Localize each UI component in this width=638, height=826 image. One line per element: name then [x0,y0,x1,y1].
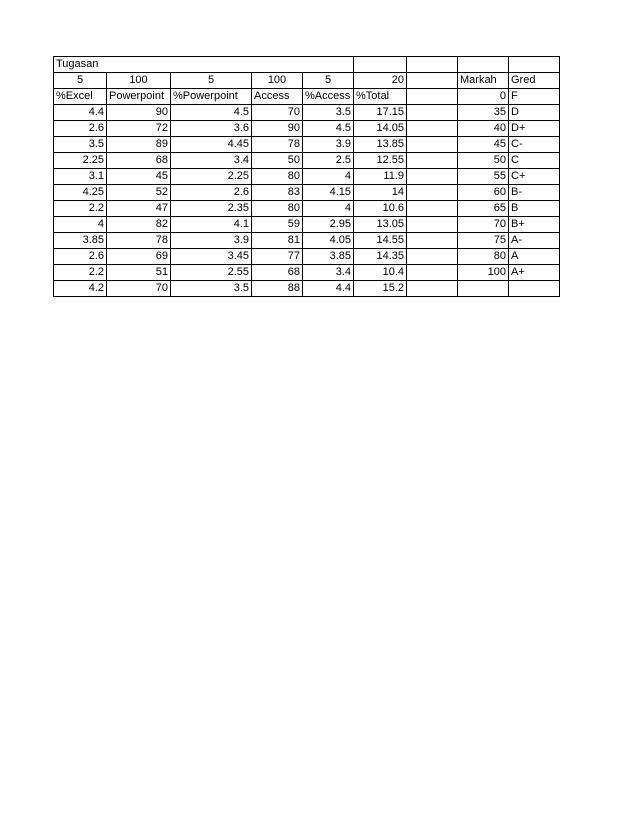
cell-pct-excel[interactable]: 3.5 [54,137,107,153]
cell-pct-total[interactable]: 15.2 [354,281,407,297]
markah-cell[interactable]: 50 [458,153,509,169]
table-row [54,169,560,185]
table-row [54,217,560,233]
empty-cell[interactable] [407,233,458,249]
weight-powerpoint[interactable]: 100 [107,73,171,89]
cell-access[interactable]: 77 [252,249,303,265]
cell-pct-total[interactable]: 11.9 [354,169,407,185]
cell-pct-total[interactable]: 14 [354,185,407,201]
gred-cell[interactable]: C [509,153,560,169]
weight-pct-powerpoint[interactable]: 5 [171,73,252,89]
table-row [54,153,560,169]
table-row [54,121,560,137]
cell-pct-total[interactable]: 13.05 [354,217,407,233]
cell-pct-powerpoint[interactable]: 4.1 [171,217,252,233]
table-row [54,265,560,281]
cell-pct-total[interactable]: 17.15 [354,105,407,121]
cell-powerpoint[interactable]: 47 [107,201,171,217]
gred-cell[interactable]: B+ [509,217,560,233]
markah-cell[interactable]: 100 [458,265,509,281]
cell-pct-powerpoint[interactable]: 3.5 [171,281,252,297]
markah-cell[interactable]: 60 [458,185,509,201]
cell-powerpoint[interactable]: 51 [107,265,171,281]
cell-access[interactable]: 78 [252,137,303,153]
empty-cell[interactable] [407,217,458,233]
empty-cell[interactable] [407,201,458,217]
cell-pct-powerpoint[interactable]: 2.35 [171,201,252,217]
cell-access[interactable]: 90 [252,121,303,137]
cell-pct-access[interactable]: 4.4 [303,281,354,297]
empty-cell[interactable] [407,169,458,185]
markah-cell[interactable]: 80 [458,249,509,265]
cell-pct-powerpoint[interactable]: 2.55 [171,265,252,281]
cell-pct-access[interactable]: 3.9 [303,137,354,153]
cell-access[interactable]: 68 [252,265,303,281]
empty-cell[interactable] [407,73,458,89]
gred-cell[interactable]: D+ [509,121,560,137]
table-row [54,137,560,153]
cell-pct-excel[interactable]: 4.25 [54,185,107,201]
markah-cell[interactable] [458,281,509,297]
gred-cell[interactable]: B [509,201,560,217]
gred-cell[interactable]: C- [509,137,560,153]
cell-powerpoint[interactable]: 78 [107,233,171,249]
cell-pct-powerpoint[interactable]: 4.45 [171,137,252,153]
markah-cell[interactable]: 55 [458,169,509,185]
header-pct-powerpoint[interactable]: %Powerpoint [171,89,252,105]
cell-pct-excel[interactable]: 2.25 [54,153,107,169]
cell-pct-powerpoint[interactable]: 3.6 [171,121,252,137]
empty-cell[interactable] [407,281,458,297]
header-pct-total[interactable]: %Total [354,89,407,105]
cell-powerpoint[interactable]: 90 [107,105,171,121]
cell-access[interactable]: 80 [252,201,303,217]
title-row [54,57,560,73]
markah-cell[interactable]: 0 [458,89,509,105]
gred-cell[interactable]: A [509,249,560,265]
empty-cell[interactable] [407,105,458,121]
weight-access[interactable]: 100 [252,73,303,89]
gred-cell[interactable]: F [509,89,560,105]
cell-pct-powerpoint[interactable]: 3.45 [171,249,252,265]
weight-pct-access[interactable]: 5 [303,73,354,89]
cell-pct-access[interactable]: 4 [303,201,354,217]
cell-pct-total[interactable]: 10.4 [354,265,407,281]
cell-pct-total[interactable]: 14.05 [354,121,407,137]
cell-powerpoint[interactable]: 69 [107,249,171,265]
cell-powerpoint[interactable]: 72 [107,121,171,137]
header-access[interactable]: Access [252,89,303,105]
cell-pct-powerpoint[interactable]: 3.4 [171,153,252,169]
cell-pct-access[interactable]: 4.05 [303,233,354,249]
cell-powerpoint[interactable]: 68 [107,153,171,169]
cell-pct-access[interactable]: 3.4 [303,265,354,281]
cell-powerpoint[interactable]: 52 [107,185,171,201]
cell-access[interactable]: 70 [252,105,303,121]
markah-cell[interactable]: 40 [458,121,509,137]
cell-powerpoint[interactable]: 89 [107,137,171,153]
cell-pct-excel[interactable]: 3.85 [54,233,107,249]
empty-cell[interactable] [407,185,458,201]
table-row [54,249,560,265]
cell-pct-access[interactable]: 2.5 [303,153,354,169]
cell-pct-powerpoint[interactable]: 4.5 [171,105,252,121]
gred-cell[interactable]: D [509,105,560,121]
cell-pct-powerpoint[interactable]: 2.25 [171,169,252,185]
table-row [54,281,560,297]
empty-cell[interactable] [407,249,458,265]
gred-cell[interactable]: A+ [509,265,560,281]
cell-access[interactable]: 59 [252,217,303,233]
markah-header[interactable]: Markah [458,73,509,89]
gred-cell[interactable] [509,281,560,297]
cell-pct-excel[interactable]: 2.2 [54,201,107,217]
cell-powerpoint[interactable]: 70 [107,281,171,297]
cell-powerpoint[interactable]: 45 [107,169,171,185]
weight-total[interactable]: 20 [354,73,407,89]
table-row [54,201,560,217]
cell-pct-excel[interactable]: 4 [54,217,107,233]
cell-pct-access[interactable]: 4 [303,169,354,185]
sheet-title[interactable]: Tugasan [54,57,354,73]
table-row [54,233,560,249]
table-row [54,185,560,201]
cell-pct-powerpoint[interactable]: 3.9 [171,233,252,249]
cell-pct-excel[interactable]: 4.4 [54,105,107,121]
gred-cell[interactable]: C+ [509,169,560,185]
cell-pct-total[interactable]: 14.35 [354,249,407,265]
header-pct-access[interactable]: %Access [303,89,354,105]
cell-access[interactable]: 83 [252,185,303,201]
empty-cell[interactable] [458,57,509,73]
markah-cell[interactable]: 65 [458,201,509,217]
cell-access[interactable]: 81 [252,233,303,249]
cell-pct-total[interactable]: 12.55 [354,153,407,169]
empty-cell[interactable] [407,153,458,169]
empty-cell[interactable] [354,57,407,73]
cell-pct-access[interactable]: 2.95 [303,217,354,233]
cell-pct-total[interactable]: 10.6 [354,201,407,217]
cell-pct-access[interactable]: 3.5 [303,105,354,121]
empty-cell[interactable] [509,57,560,73]
empty-cell[interactable] [407,265,458,281]
cell-pct-access[interactable]: 4.15 [303,185,354,201]
weight-excel[interactable]: 5 [54,73,107,89]
gred-cell[interactable]: A- [509,233,560,249]
cell-pct-total[interactable]: 14.55 [354,233,407,249]
header-pct-excel[interactable]: %Excel [54,89,107,105]
table-row [54,105,560,121]
cell-pct-excel[interactable]: 2.2 [54,265,107,281]
markah-cell[interactable]: 35 [458,105,509,121]
cell-pct-total[interactable]: 13.85 [354,137,407,153]
cell-pct-excel[interactable]: 4.2 [54,281,107,297]
empty-cell[interactable] [407,121,458,137]
cell-access[interactable]: 50 [252,153,303,169]
grade-spreadsheet [53,56,560,297]
weights-row [54,73,560,89]
cell-access[interactable]: 88 [252,281,303,297]
gred-cell[interactable]: B- [509,185,560,201]
cell-access[interactable]: 80 [252,169,303,185]
cell-pct-powerpoint[interactable]: 2.6 [171,185,252,201]
markah-cell[interactable]: 75 [458,233,509,249]
markah-cell[interactable]: 70 [458,217,509,233]
cell-pct-excel[interactable]: 3.1 [54,169,107,185]
empty-cell[interactable] [407,57,458,73]
cell-pct-excel[interactable]: 2.6 [54,249,107,265]
cell-pct-access[interactable]: 3.85 [303,249,354,265]
header-row [54,89,560,105]
empty-cell[interactable] [407,89,458,105]
markah-cell[interactable]: 45 [458,137,509,153]
cell-powerpoint[interactable]: 82 [107,217,171,233]
gred-header[interactable]: Gred [509,73,560,89]
cell-pct-access[interactable]: 4.5 [303,121,354,137]
header-powerpoint[interactable]: Powerpoint [107,89,171,105]
empty-cell[interactable] [407,137,458,153]
cell-pct-excel[interactable]: 2.6 [54,121,107,137]
